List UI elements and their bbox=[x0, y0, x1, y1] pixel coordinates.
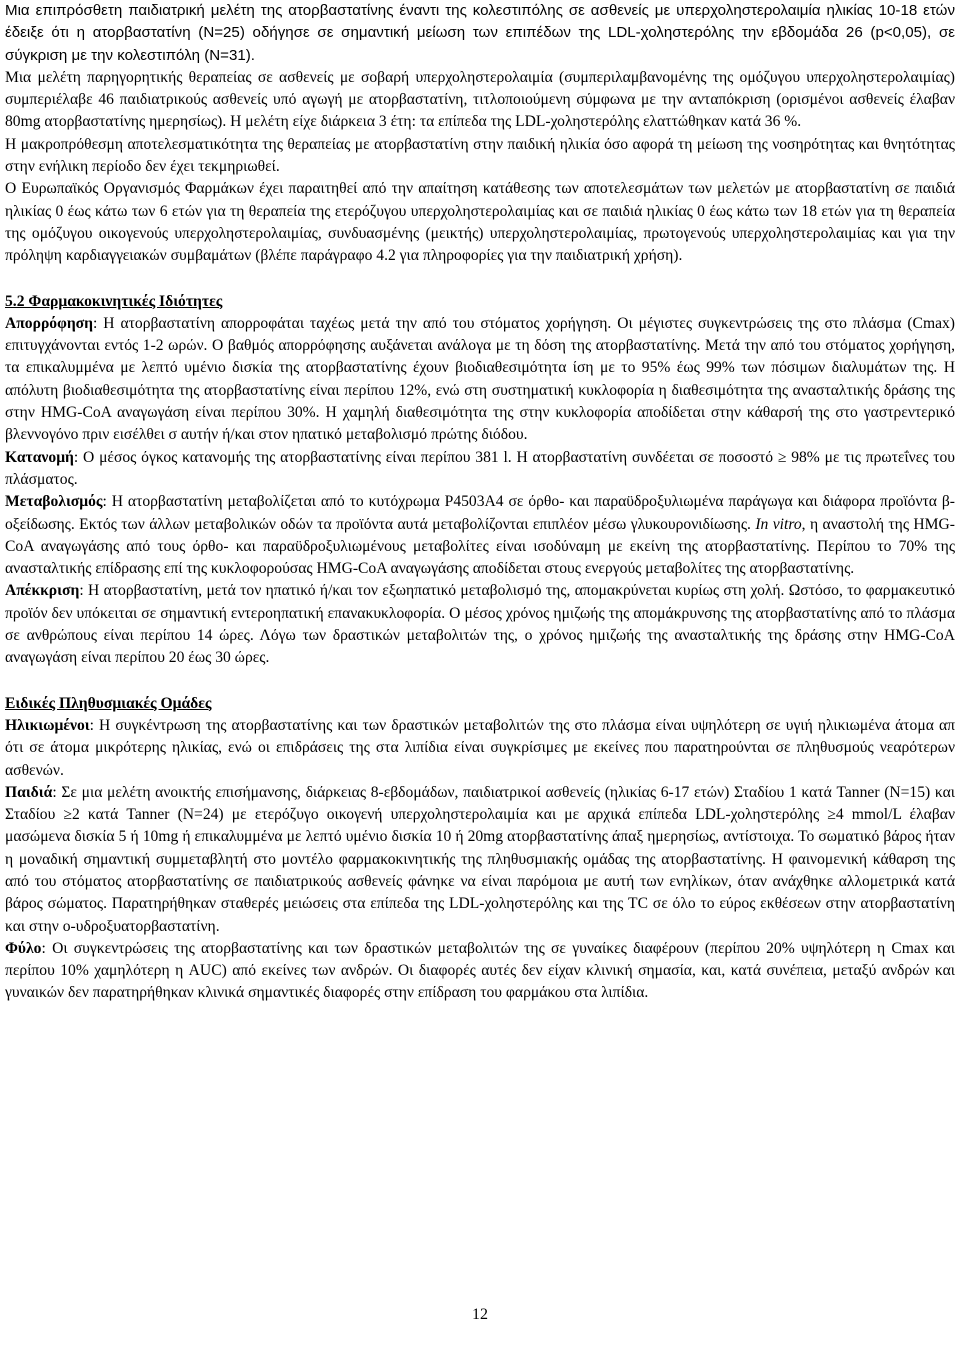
document-page bbox=[5, 0, 955, 1005]
excretion-paragraph bbox=[5, 580, 955, 669]
distribution-text: : Ο μέσος όγκος κατανομής της ατορβαστατίνης είναι περίπου 381 l. Η ατορβαστατίνη συνδέεται σε ποσοστό ≥ 98% με τις πρωτεΐνες του πλάσματος. bbox=[5, 448, 955, 488]
children-text: : Σε μια μελέτη ανοικτής επισήμανσης, διάρκειας 8-εβδομάδων, παιδιατρικοί ασθενείς (ηλικίας 6-17 ετών) Σταδίου 1 κατά Tanner (N=15) και Σταδίου ≥2 κατά Tanner (N=24) με ετερόζυγο οικογενή υπερχοληστερολαιμία και με αρχικά επίπεδα LDL-χοληστερόλης ≥4 mmol/L έλαβαν μασώμενα δισκία 5 ή 10mg ή επικαλυμμένα με λεπτό υμένιο δισκία 10 ή 20mg ατορβαστατίνης άπαξ ημερησίως, αντίστοιχα. Το σωματικό βάρος ήταν η μοναδική σημαντική συμμεταβλητή στο μοντέλο φαρμακοκινητικής της πληθυσμιακής ομάδας της ατορβαστατίνης. Η φαινομενική κάθαρση της από του στόματος ατορβαστατίνης σε παιδιατρικούς ασθενείς φάνηκε να είναι παρόμοια με αυτή των ενηλίκων, όταν ανάχθηκε αλλομετρικά κατά βάρος σώματος. Παρατηρήθηκαν σταθερές μειώσεις στα επίπεδα της LDL-χοληστερόλης και της TC σε όλο το εύρος εκθέσεων στην ατορβαστατίνη και στην ο-υδροξυατορβαστατίνη. bbox=[5, 783, 955, 935]
absorption-text: : Η ατορβαστατίνη απορροφάται ταχέως μετά την από του στόματος χορήγηση. Οι μέγιστες συγκεντρώσεις της στο πλάσμα (Cmax) επιτυγχάνονται εντός 1-2 ωρών. Ο βαθμός απορρόφησης αυξάνεται ανάλογα με τη δόση της ατορβαστατίνης. Μετά την από του στόματος χορήγηση, τα επικαλυμμένα με λεπτό υμένιο δισκία της ατορβαστατίνης έχουν βιοδιαθεσιμότητα ίση με το 95% έως 99% των πόσιμων διαλυμάτων της. Η απόλυτη βιοδιαθεσιμότητα της ατορβαστατίνης είναι περίπου 12%, ενώ στη συστηματική κυκλοφορία η διαθεσιμότητα της ανασταλτικής δράσης της στην HMG-CoA αναγωγάση είναι περίπου 30%. Η χαμηλή διαθεσιμότητα της στην κυκλοφορία αποδίδεται στην κάθαρσή της στο γαστρεντερικό βλεννογόνο πριν εισέλθει σ αυτήν ή/και στον ηπατικό μεταβολισμό πρώτης διόδου. bbox=[5, 314, 955, 444]
pk-section-heading: 5.2 Φαρμακοκινητικές Ιδιότητες bbox=[5, 292, 223, 310]
special-populations-heading: Ειδικές Πληθυσμιακές Ομάδες bbox=[5, 694, 212, 712]
children-label: Παιδιά bbox=[5, 783, 53, 801]
absorption-label: Απορρόφηση bbox=[5, 314, 94, 332]
metabolism-text-part-2: , η αναστολή της HMG-CoA αναγωγάσης από τους όρθο- και παραϋδροξυλιωμένους μεταβολίτες είναι ισοδύναμη με εκείνη της ατορβαστατίνης. Περίπου το 70% της ανασταλτικής επίδρασης επί της κυκλοφορούσας HMG-CoA αναγωγάσης αποδίδεται στους ενεργούς μεταβολίτες της ατορβαστατίνης. bbox=[5, 515, 955, 578]
page-number: 12 bbox=[472, 1306, 488, 1323]
absorption-paragraph bbox=[5, 313, 955, 447]
excretion-text: : Η ατορβαστατίνη, μετά τον ηπατικό ή/και τον εξωηπατικό μεταβολισμό της, απομακρύνεται κυρίως στη χολή. Ωστόσο, το φαρμακευτικό προϊόν δεν υπόκειται σε σημαντική εντεροηπατική επανακυκλοφορία. Ο μέσος χρόνος ημιζωής της απομάκρυνσης της ατορβαστατίνης από το πλάσμα σε ανθρώπους είναι περίπου 14 ώρες. Λόγω των δραστικών μεταβολιτών της, ο χρόνος ημιζωής της ανασταλτικής της δράσης στην HMG-CoA αναγωγάση είναι περίπου 20 έως 30 ώρες. bbox=[5, 582, 955, 667]
distribution-label: Κατανομή bbox=[5, 448, 74, 466]
intro-paragraph-palliative-study: Μια μελέτη παρηγορητικής θεραπείας σε ασθενείς με σοβαρή υπερχοληστερολαιμία (συμπεριλαμβανομένης της ομόζυγου υπερχοληστερολαιμίας) συμπεριέλαβε 46 παιδιατρικούς ασθενείς υπό αγωγή με ατορβαστατίνη, τιτλοποιούμενη σύμφωνα με την ανταπόκριση (ορισμένοι ασθενείς έλαβαν 80mg ατορβαστατίνης ημερησίως). Η μελέτη είχε διάρκεια 3 έτη: τα επίπεδα της LDL-χοληστερόλης ελαττώθηκαν κατά 36 %. bbox=[5, 68, 955, 131]
gender-paragraph bbox=[5, 938, 955, 1005]
section-spacer bbox=[5, 670, 955, 693]
children-paragraph bbox=[5, 782, 955, 938]
metabolism-paragraph bbox=[5, 491, 955, 580]
metabolism-text-part-1: : Η ατορβαστατίνη μεταβολίζεται από το κυτόχρωμα P4503A4 σε όρθο- και παραϋδροξυλιωμένα παράγωγα και διάφορα προϊόντα β-οξείδωσης. Εκτός των άλλων μεταβολικών οδών τα προϊόντα αυτά μεταβολίζονται επιπλέον μέσω γλυκουρονιδίωσης. bbox=[5, 493, 955, 533]
distribution-paragraph bbox=[5, 447, 955, 492]
elderly-label: Ηλικιωμένοι bbox=[5, 716, 90, 734]
elderly-text: : Η συγκέντρωση της ατορβαστατίνης και των δραστικών μεταβολιτών της στο πλάσμα είναι υψηλότερη σε υγιή ηλικιωμένα άτομα απ ότι σε άτομα μικρότερης ηλικίας, ενώ οι επιδράσεις της στα λιπίδια είναι συγκρίσιμες με εκείνες που παρατηρούνται σε πληθυσμούς νεαρότερων ασθενών. bbox=[5, 716, 955, 779]
intro-paragraph-ema-waiver: Ο Ευρωπαϊκός Οργανισμός Φαρμάκων έχει παραιτηθεί από την απαίτηση κατάθεσης των αποτελεσμάτων των μελετών με ατορβαστατίνη σε παιδιά ηλικίας 0 έως κάτω των 6 ετών για τη θεραπεία της ετερόζυγου υπερχοληστερολαιμίας και σε παιδιά ηλικίας 0 έως κάτω των 18 ετών για τη θεραπεία της ομόζυγου οικογενούς υπερχοληστερολαιμίας, συνδυασμένης (μεικτής) υπερχοληστερολαιμίας, πρωτογενούς υπερχοληστερολαιμίας και για την πρόληψη καρδιαγγειακών συμβαμάτων (βλέπε παράγραφο 4.2 για πληροφορίες για την παιδιατρική χρήση). bbox=[5, 180, 955, 265]
metabolism-in-vitro: In vitro bbox=[755, 515, 802, 533]
elderly-paragraph bbox=[5, 715, 955, 782]
gender-text: : Οι συγκεντρώσεις της ατορβαστατίνης και των δραστικών μεταβολιτών της σε γυναίκες διαφέρουν (περίπου 20% υψηλότερη η Cmax και περίπου 10% χαμηλότερη η AUC) από εκείνες των ανδρών. Οι διαφορές αυτές δεν είχαν κλινική σημασία, και, κατά συνέπεια, μεταξύ ανδρών και γυναικών δεν παρατηρήθηκαν κλινικά σημαντικές διαφορές στην επίδραση του φαρμάκου στα λιπίδια. bbox=[5, 939, 955, 1002]
gender-label: Φύλο bbox=[5, 939, 42, 957]
excretion-label: Απέκκριση bbox=[5, 582, 80, 600]
intro-paragraph-colestipol: Μια επιπρόσθετη παιδιατρική μελέτη της ατορβαστατίνης έναντι της κολεστιπόλης σε ασθενείς με υπερχοληστερολαιμία ηλικίας 10-18 ετών έδειξε ότι η ατορβαστατίνη (Ν=25) οδήγησε σε σημαντική μείωση των επιπέδων της LDL-χοληστερόλης την εβδομάδα 26 (p<0,05), σε σύγκριση με την κολεστιπόλη (Ν=31). bbox=[5, 2, 955, 64]
intro-paragraph-long-term-efficacy: Η μακροπρόθεσμη αποτελεσματικότητα της θεραπείας με ατορβαστατίνη στην παιδική ηλικία όσο αφορά τη μείωση της νοσηρότητας και θνητότητας στην ενήλικη περίοδο δεν έχει τεκμηριωθεί. bbox=[5, 135, 955, 176]
metabolism-label: Μεταβολισμός bbox=[5, 493, 103, 511]
section-spacer bbox=[5, 268, 955, 291]
